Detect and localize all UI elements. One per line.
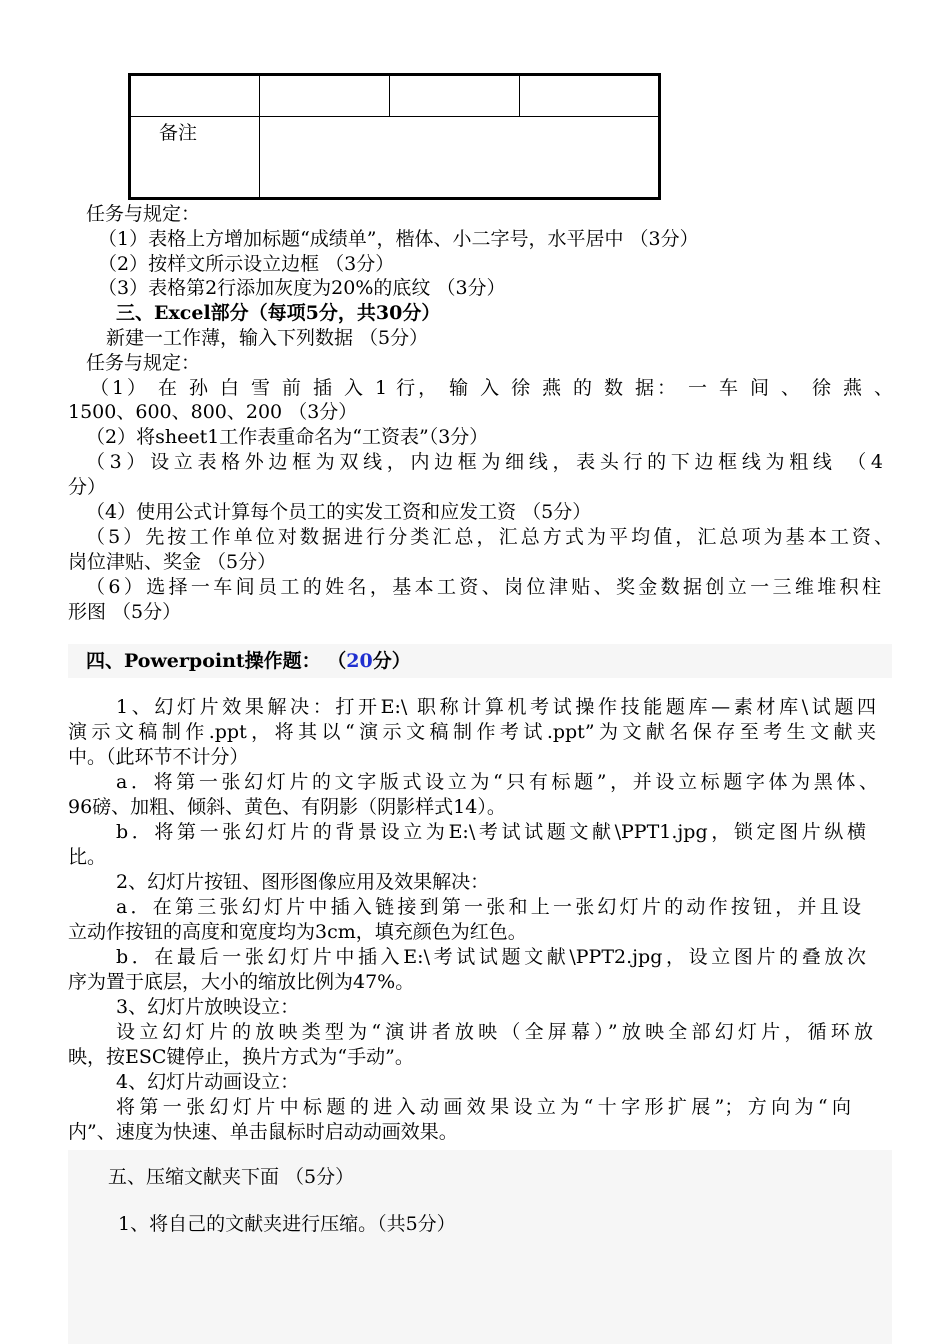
task-heading: 任务与规定： xyxy=(86,203,201,225)
task-item-cont: 岗位津贴、奖金 （5分） xyxy=(68,551,277,573)
ppt-line: 将第一张幻灯片中标题的进入动画效果设立为“十字形扩展”；方向为“向 xyxy=(116,1096,851,1118)
table-cell xyxy=(390,75,520,117)
ppt-line: a．将第一张幻灯片的文字版式设立为“只有标题”，并设立标题字体为黑体、 xyxy=(116,771,878,793)
task-item: （2）将sheet1工作表重命名为“工资表”（3分） xyxy=(86,426,489,448)
remark-label: 备注 xyxy=(159,122,198,144)
remark-content-cell xyxy=(260,117,660,199)
remark-label-cell xyxy=(130,117,260,199)
ppt-line: 中。（此环节不计分） xyxy=(68,746,249,768)
ppt-line: 比。 xyxy=(68,846,107,868)
ppt-line: b．在最后一张幻灯片中插入E:\考试试题文献\PPT2.jpg，设立图片的叠放次 xyxy=(116,946,866,968)
table-cell xyxy=(520,75,660,117)
ppt-line: 3、幻灯片放映设立： xyxy=(116,996,300,1018)
task-item-cont: 分） xyxy=(68,476,107,498)
task-item: （4）使用公式计算每个员工的实发工资和应发工资 （5分） xyxy=(86,501,592,523)
ppt-line: 序为置于底层，大小的缩放比例为47%。 xyxy=(68,971,415,993)
section-item: 1、将自己的文献夹进行压缩。（共5分） xyxy=(118,1213,456,1235)
ppt-line: b．将第一张幻灯片的背景设立为E:\考试试题文献\PPT1.jpg，锁定图片纵横 xyxy=(116,821,866,843)
task-item: （5）先按工作单位对数据进行分类汇总，汇总方式为平均值，汇总项为基本工资、 xyxy=(86,526,893,548)
section-heading: 五、压缩文献夹下面 （5分） xyxy=(108,1166,355,1188)
task-item: （2）按样文所示设立边框 （3分） xyxy=(98,253,395,275)
task-item: （1） 在 孙 白 雪 前 插 入 1 行， 输 入 徐 燕 的 数 据： 一 车 间 、 徐 燕 、 xyxy=(90,377,893,399)
section-heading: 三、Excel部分（每项5分，共30分） xyxy=(116,302,441,324)
task-item: （3）表格第2行添加灰度为20%的底纹 （3分） xyxy=(98,277,506,299)
task-item-cont: 1500、600、800、200 （3分） xyxy=(68,401,358,423)
score-number: 20 xyxy=(346,650,373,672)
ppt-line: a．在第三张幻灯片中插入链接到第一张和上一张幻灯片的动作按钮，并且设 xyxy=(116,896,861,918)
ppt-line: 内”、速度为快速、单击鼠标时启动动画效果。 xyxy=(68,1121,458,1143)
ppt-line: 1、幻灯片效果解决：打开E:\ 职称计算机考试操作技能题库—素材库\试题四 xyxy=(116,696,876,718)
ppt-line: 4、幻灯片动画设立： xyxy=(116,1071,300,1093)
ppt-line: 设立幻灯片的放映类型为“演讲者放映（全屏幕）”放映全部幻灯片，循环放 xyxy=(116,1021,873,1043)
table-cell xyxy=(260,75,390,117)
ppt-line: 立动作按钮的高度和宽度均为3cm，填充颜色为红色。 xyxy=(68,921,527,943)
task-item: （1）表格上方增加标题“成绩单”，楷体、小二字号，水平居中 （3分） xyxy=(98,228,699,250)
task-item: （6）选择一车间员工的姓名，基本工资、岗位津贴、奖金数据创立一三维堆积柱 xyxy=(86,576,881,598)
ppt-line: 96磅、加粗、倾斜、黄色、有阴影（阴影样式14）。 xyxy=(68,796,506,818)
ppt-line: 映，按ESC键停止，换片方式为“手动”。 xyxy=(68,1046,414,1068)
task-item: （3）设立表格外边框为双线，内边框为细线，表头行的下边框线为粗线 （4 xyxy=(86,451,883,473)
section-heading: 四、Powerpoint操作题： （20分） xyxy=(86,650,411,672)
ppt-line: 2、幻灯片按钮、图形图像应用及效果解决： xyxy=(116,871,490,893)
task-item-cont: 形图 （5分） xyxy=(68,601,182,623)
section-intro: 新建一工作薄，输入下列数据 （5分） xyxy=(106,327,429,349)
ppt-line: 演示文稿制作.ppt，将其以“演示文稿制作考试.ppt”为文献名保存至考生文献夹 xyxy=(68,721,876,743)
table-cell xyxy=(130,75,260,117)
score-table xyxy=(128,73,661,200)
task-heading: 任务与规定： xyxy=(86,352,201,374)
